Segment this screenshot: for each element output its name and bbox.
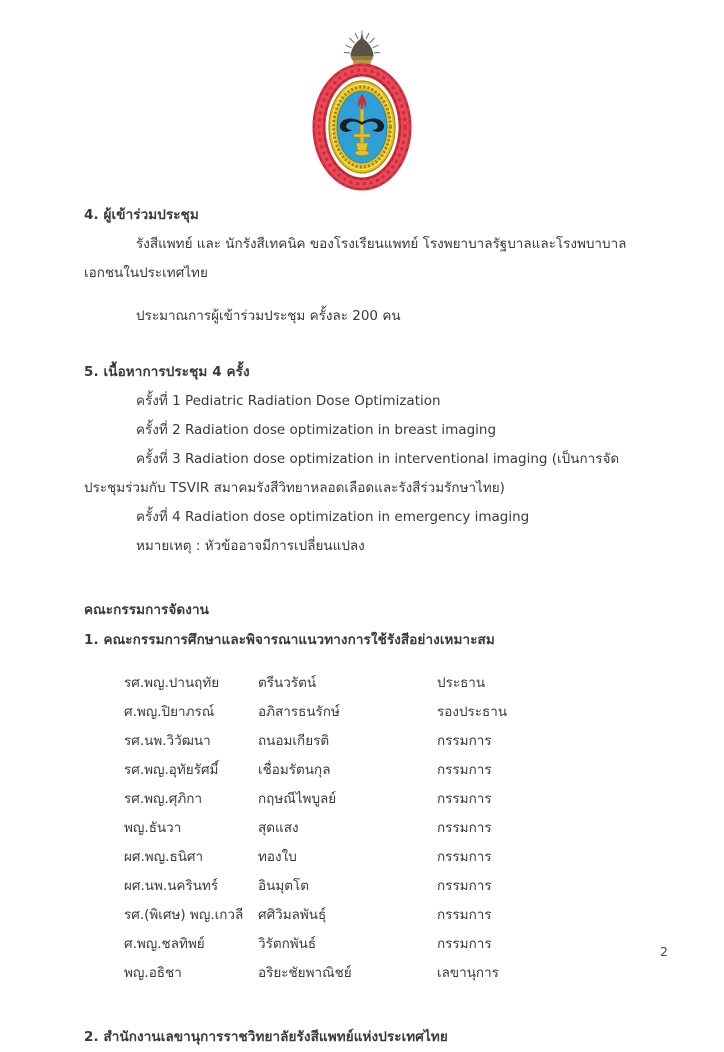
section-5-note: หมายเหตุ : หัวข้ออาจมีการเปลี่ยนแปลง xyxy=(136,538,365,554)
member-name: ผศ.นพ.นครินทร์ xyxy=(124,878,219,894)
section-4-heading: 4. ผู้เข้าร่วมประชุม xyxy=(84,207,199,223)
table-row xyxy=(84,872,640,901)
committee-heading: คณะกรรมการจัดงาน xyxy=(84,602,209,618)
member-surname: สุดแสง xyxy=(258,820,299,836)
committee-group-1-heading: 1. คณะกรรมการศึกษาและพิจารณาแนวทางการใช้รังสีอย่างเหมาะสม xyxy=(84,632,495,648)
member-surname: วิรัตกพันธ์ xyxy=(258,936,317,952)
section-5-item-3: ครั้งที่ 3 Radiation dose optimization in interventional imaging (เป็นการจัดประชุมร่วมกับ TSVIR สมาคมรังสีวิทยาหลอดเลือดและรังสีร่วมรักษาไทย) xyxy=(84,451,620,496)
member-name: รศ.(พิเศษ) พญ.เกวลี xyxy=(124,907,244,923)
table-row xyxy=(84,698,640,727)
member-role: เลขานุการ xyxy=(437,965,499,981)
member-role: กรรมการ xyxy=(437,791,492,807)
spacer xyxy=(84,331,640,357)
member-surname: ทองใบ xyxy=(258,849,297,865)
member-role: ประธาน xyxy=(437,675,486,691)
spacer xyxy=(84,988,640,1022)
member-role: รองประธาน xyxy=(437,704,508,720)
member-name: รศ.พญ.ศุภิกา xyxy=(124,791,203,807)
member-name: พญ.ธันวา xyxy=(124,820,182,836)
spacer xyxy=(84,288,640,302)
member-name: พญ.อธิชา xyxy=(124,965,182,981)
member-surname: อินมุตโต xyxy=(258,878,310,894)
section-4-paragraph: รังสีแพทย์ และ นักรังสีเทคนิค ของโรงเรียนแพทย์ โรงพยาบาลรัฐบาลและโรงพบาบาลเอกชนในประเทศไทย xyxy=(84,236,627,281)
member-name: ผศ.พญ.ธนิศา xyxy=(124,849,204,865)
member-name: ศ.พญ.ชลทิพย์ xyxy=(124,936,205,952)
crown-icon xyxy=(344,31,380,69)
page-number: 2 xyxy=(660,944,668,959)
member-surname: อภิสารธนรักษ์ xyxy=(258,704,340,720)
member-surname: ศศิวิมลพันธุ์ xyxy=(258,907,327,923)
member-role: กรรมการ xyxy=(437,936,492,952)
member-surname: เชื่อมรัตนกุล xyxy=(258,762,331,778)
committee-member-list xyxy=(84,669,640,988)
member-surname: กฤษณีไพบูลย์ xyxy=(258,791,337,807)
member-surname: ตรีนวรัตน์ xyxy=(258,675,317,691)
member-surname: ถนอมเกียรติ xyxy=(258,733,330,749)
member-surname: อริยะชัยพาณิชย์ xyxy=(258,965,352,981)
member-name: รศ.นพ.วิวัฒนา xyxy=(124,733,211,749)
spacer xyxy=(84,655,640,669)
table-row xyxy=(84,901,640,930)
committee-group-2-heading: 2. สำนักงานเลขานุการราชวิทยาลัยรังสีแพทย์แห่งประเทศไทย xyxy=(84,1029,448,1045)
member-role: กรรมการ xyxy=(437,907,492,923)
table-row xyxy=(84,959,640,988)
member-role: กรรมการ xyxy=(437,849,492,865)
member-name: รศ.พญ.ปานฤทัย xyxy=(124,675,220,691)
emblem-container xyxy=(0,30,724,190)
section-5-item-1: ครั้งที่ 1 Pediatric Radiation Dose Optimization xyxy=(136,393,441,409)
table-row xyxy=(84,814,640,843)
document-body xyxy=(84,200,640,1052)
table-row xyxy=(84,727,640,756)
member-name: รศ.พญ.อุทัยรัศมี์ xyxy=(124,762,219,778)
spacer xyxy=(84,561,640,595)
member-name: ศ.พญ.ปิยาภรณ์ xyxy=(124,704,215,720)
table-row xyxy=(84,843,640,872)
member-role: กรรมการ xyxy=(437,820,492,836)
table-row xyxy=(84,669,640,698)
section-5-heading: 5. เนื้อหาการประชุม 4 ครั้ง xyxy=(84,364,250,380)
royal-college-emblem xyxy=(314,30,410,190)
table-row xyxy=(84,785,640,814)
section-4-estimate: ประมาณการผู้เข้าร่วมประชุม ครั้งละ 200 คน xyxy=(136,308,401,324)
section-5-item-4: ครั้งที่ 4 Radiation dose optimization in emergency imaging xyxy=(136,509,530,525)
member-role: กรรมการ xyxy=(437,733,492,749)
section-5-item-2: ครั้งที่ 2 Radiation dose optimization in breast imaging xyxy=(136,422,497,438)
table-row xyxy=(84,756,640,785)
emblem-graphic xyxy=(314,30,410,190)
member-role: กรรมการ xyxy=(437,762,492,778)
member-role: กรรมการ xyxy=(437,878,492,894)
